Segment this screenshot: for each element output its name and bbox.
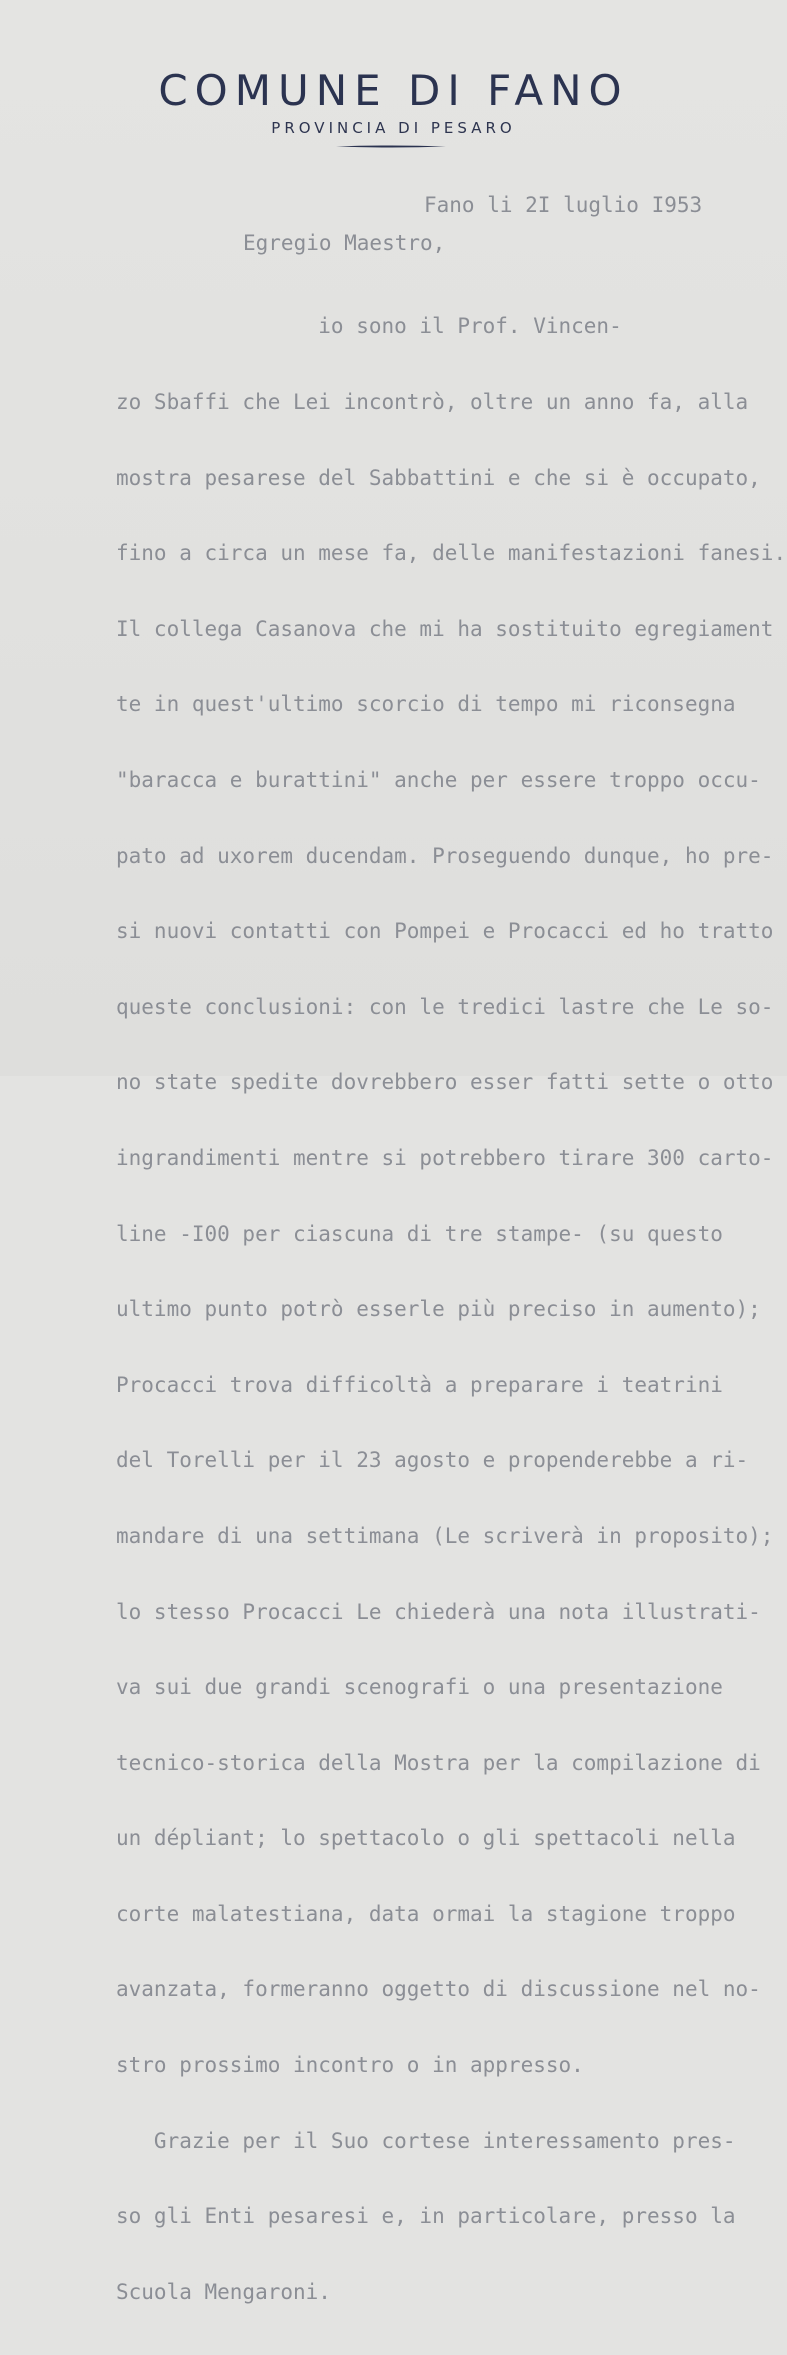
body-line: avanzata, formeranno oggetto di discussione nel no- [116, 1977, 761, 2002]
body-line: queste conclusioni: con le tredici lastre che Le so- [116, 994, 774, 1019]
body-line: un dépliant; lo spettacolo o gli spettacoli nella [116, 1826, 736, 1851]
body-line: mostra pesarese del Sabbattini e che si è occupato, [116, 465, 761, 490]
body-line: Scuola Mengaroni. [116, 2279, 331, 2304]
body-line: zo Sbaffi che Lei incontrò, oltre un anno fa, alla [116, 390, 749, 414]
body-line: line -I00 per ciascuna di tre stampe- (su questo [116, 1221, 723, 1246]
body-line: corte malatestiana, data ormai la stagione troppo [116, 1901, 736, 1926]
body-line: ultimo punto potrò esserle più preciso in aumento); [116, 1297, 761, 1322]
body-line: tecnico-storica della Mostra per la compilazione di [116, 1750, 761, 1775]
body-line: te in quest'ultimo scorcio di tempo mi riconsegna [116, 692, 736, 717]
body-line: stro prossimo incontro o in appresso. [116, 2053, 584, 2078]
body-line: Il collega Casanova che mi ha sostituito egregiament [116, 616, 774, 641]
letterhead-subtitle: PROVINCIA DI PESARO [271, 119, 516, 137]
body-line: si nuovi contatti con Pompei e Procacci ed ho tratto [116, 919, 774, 944]
letter-date: Fano li 2I luglio I953 [424, 193, 703, 217]
body-line: lo stesso Procacci Le chiederà una nota illustrati- [116, 1599, 761, 1624]
body-line: fino a circa un mese fa, delle manifestazioni fanesi. [116, 541, 787, 566]
body-line: no state spedite dovrebbero esser fatti sette o otto [116, 1070, 774, 1095]
letterhead-title: COMUNE DI FANO [158, 66, 629, 115]
body-line: so gli Enti pesaresi e, in particolare, presso la [116, 2204, 736, 2229]
letterhead-ornament [336, 145, 446, 148]
body-line: pato ad uxorem ducendam. Proseguendo dunque, ho pre- [116, 843, 774, 868]
body-line: Procacci trova difficoltà a preparare i teatrini [116, 1372, 723, 1397]
body-line: io sono il Prof. Vincen- [116, 314, 622, 339]
body-line: "baracca e burattini" anche per essere troppo occu- [116, 767, 761, 792]
body-line: mandare di una settimana (Le scriverà in proposito); [116, 1523, 774, 1548]
body-line: ingrandimenti mentre si potrebbero tirare 300 carto- [116, 1145, 774, 1170]
body-line: del Torelli per il 23 agosto e propenderebbe a ri- [116, 1448, 749, 1473]
letter-salutation: Egregio Maestro, [243, 231, 446, 255]
letter-body [116, 264, 786, 2355]
body-line: Grazie per il Suo cortese interessamento pres- [116, 2128, 736, 2153]
body-line: va sui due grandi scenografi o una presentazione [116, 1675, 723, 1700]
